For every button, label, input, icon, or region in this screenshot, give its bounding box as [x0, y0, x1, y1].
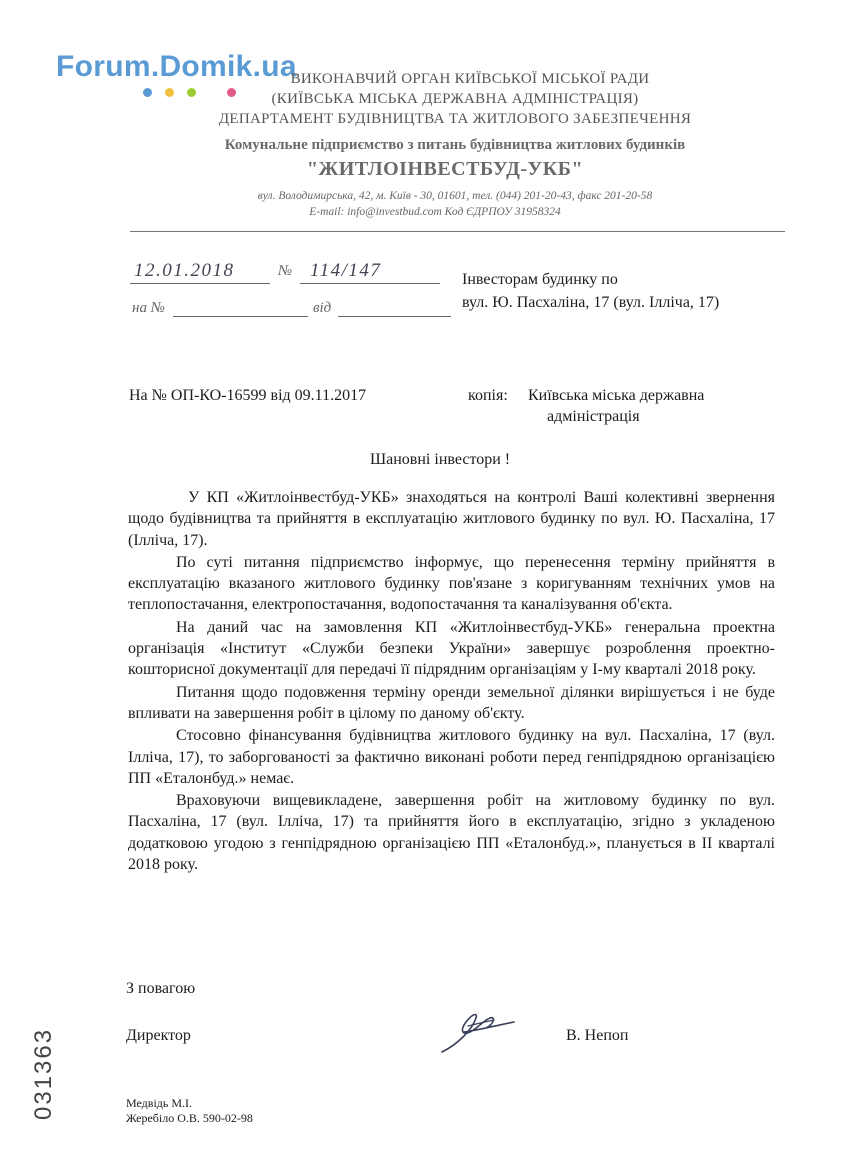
in-reply-label: на № [132, 300, 165, 316]
addressee-line-2: вул. Ю. Пасхаліна, 17 (вул. Ілліча, 17) [462, 294, 720, 311]
body-paragraph: Враховуючи вищевикладене, завершення робіт на житловому будинку по вул. Пасхаліна, 17 (вул. Ілліча, 17) та прийняття його в експлуатацію, згідно з укладеною додатковою угодою з генпідрядною організацією ПП «Еталонбуд.», планується в ІІ кварталі 2018 року. [128, 792, 775, 874]
letter-body [128, 487, 775, 875]
header-department: ДЕПАРТАМЕНТ БУДІВНИЦТВА ТА ЖИТЛОВОГО ЗАБЕЗПЕЧЕННЯ [218, 111, 692, 127]
from-underline [338, 316, 451, 317]
body-paragraph: На даний час на замовлення КП «Житлоінвестбуд-УКБ» генеральна проектна організація «Інститут «Служби безпеки України» завершує розроблення проектно-кошторисної документації для передачі її підрядним організаціям у І-му кварталі 2018 року. [128, 618, 775, 679]
closing: З повагою [126, 980, 196, 997]
company-email: E-mail: info@investbud.com Код ЄДРПОУ 31958324 [309, 206, 561, 218]
header-rule [130, 231, 785, 232]
salutation: Шановні інвестори ! [370, 451, 511, 468]
body-paragraph: У КП «Житлоінвестбуд-УКБ» знаходяться на контролі Ваші колективні звернення щодо будівництва та прийняття в експлуатацію житлового будинку по вул. Ю. Пасхаліна, 17 (Ілліча, 17). [128, 489, 775, 549]
body-paragraph: Питання щодо подовження терміну оренди земельної ділянки вирішується і не буде впливати на завершення робіт в цілому по даному об'єкту. [128, 683, 775, 722]
outgoing-number-label: № [278, 263, 293, 279]
copy-line-1: Київська міська державна [528, 387, 705, 404]
header-administration: (КИЇВСЬКА МІСЬКА ДЕРЖАВНА АДМІНІСТРАЦІЯ) [271, 91, 639, 107]
outgoing-number: 114/147 [310, 260, 382, 281]
company-description: Комунальне підприємство з питань будівництва житлових будинків [224, 137, 686, 153]
in-reply-underline [173, 316, 308, 317]
signatory-name: В. Непоп [566, 1027, 629, 1044]
outgoing-date: 12.01.2018 [134, 260, 235, 281]
number-underline [300, 283, 440, 284]
company-address: вул. Володимирська, 42, м. Київ - 30, 01601, тел. (044) 201-20-43, факс 201-20-58 [257, 190, 653, 202]
header-council: ВИКОНАВЧИЙ ОРГАН КИЇВСЬКОЇ МІСЬКОЇ РАДИ [290, 71, 650, 87]
addressee-block [462, 268, 719, 314]
signatory-title: Директор [126, 1027, 191, 1044]
from-label: від [313, 300, 332, 316]
date-underline [130, 283, 270, 284]
body-paragraph: Стосовно фінансування будівництва житлового будинку на вул. Пасхаліна, 17 (вул. Ілліча, 17), то заборгованості за фактично виконані роботи перед генпідрядною організацією ПП «Еталонбуд.» немає. [128, 727, 775, 787]
forum-watermark-logo: Forum.Domik.ua [56, 50, 297, 83]
signature-image [438, 1008, 518, 1058]
side-registration-number: 031363 [30, 1027, 57, 1120]
copy-label: копія: [468, 387, 508, 404]
body-paragraph: По суті питання підприємство інформує, що перенесення терміну прийняття в експлуатацію вказаного житлового будинку пов'язане з коригуванням технічних умов на теплопостачання, електропостачання, водопостачання та каналізування об'єкта. [128, 553, 775, 614]
executor-line-2: Жеребіло О.В. 590-02-98 [126, 1111, 253, 1125]
addressee-line-1: Інвесторам будинку по [462, 271, 618, 288]
executor-line-1: Медвідь М.І. [126, 1096, 193, 1110]
reference-number: На № ОП-КО-16599 від 09.11.2017 [129, 387, 367, 404]
copy-line-2: адміністрація [547, 408, 640, 425]
company-name: "ЖИТЛОІНВЕСТБУД-УКБ" [306, 158, 584, 180]
